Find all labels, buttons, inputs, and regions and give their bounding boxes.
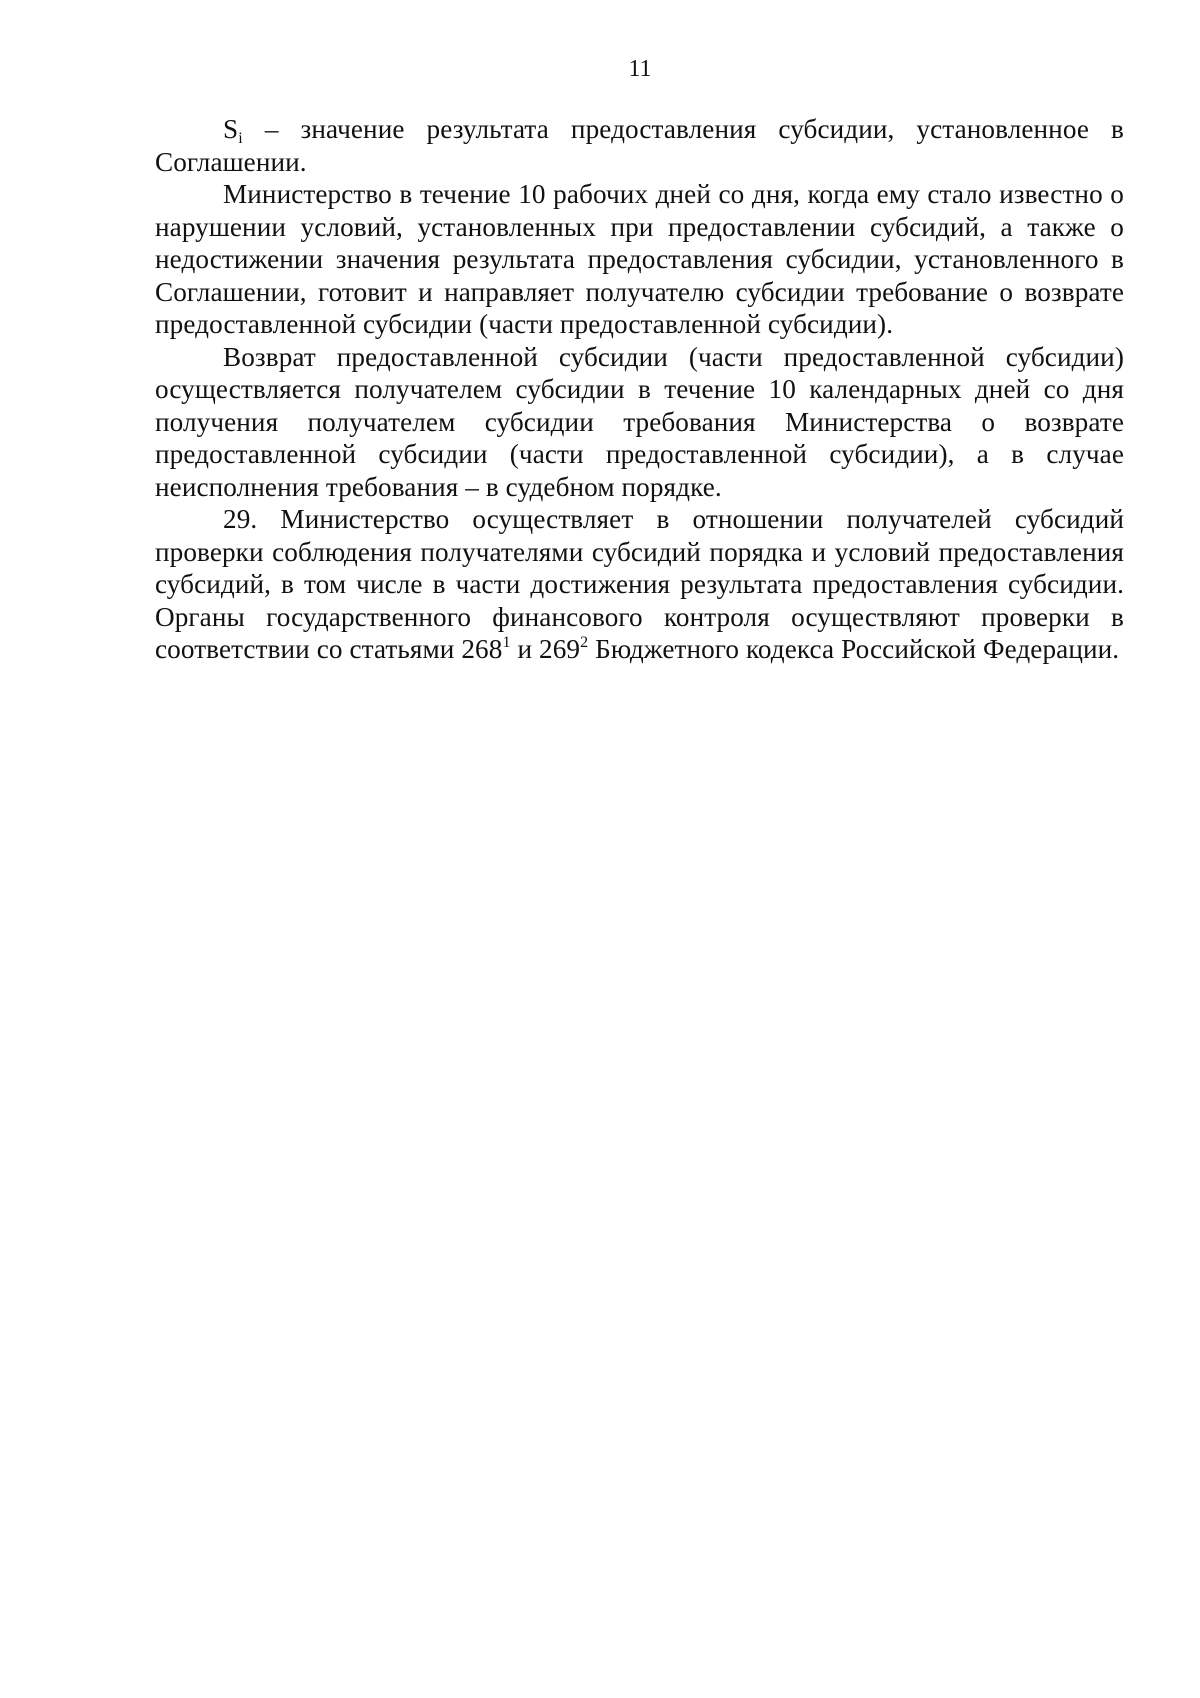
article-268-superscript: 1 <box>502 634 511 651</box>
article-269-superscript: 2 <box>580 634 589 651</box>
page-number: 11 <box>628 56 652 82</box>
article-269: 269 <box>539 634 581 664</box>
document-body <box>155 113 1124 666</box>
paragraph-ministry-requirement: Министерство в течение 10 рабочих дней со дня, когда ему стало известно о нарушении условий, установленных при предоставлении субсидий, а также о недостижении значения результата предоставления субсидии, установленного в Соглашении, готовит и направляет получателю субсидии требование о возврате предоставленной субсидии (части предоставленной субсидии). <box>155 179 1124 339</box>
symbol-subscript-i: i <box>238 130 243 147</box>
conjunction-and: и <box>510 634 540 664</box>
paragraph-subsidy-return: Возврат предоставленной субсидии (части предоставленной субсидии) осуществляется получателем субсидии в течение 10 календарных дней со дня получения получателем субсидии требования Министерства о возврате предоставленной субсидии (части предоставленной субсидии), а в случае неисполнения требования – в судебном порядке. <box>155 341 1124 502</box>
article-268: 268 <box>461 634 503 664</box>
symbol-s: S <box>223 114 239 144</box>
paragraph-si-definition <box>155 113 1124 178</box>
inspections-text-after: Бюджетного кодекса Российской Федерации. <box>588 634 1120 664</box>
si-definition-text: – значение результата предоставления субсидии, установленное в Соглашении. <box>155 114 1124 177</box>
inspections-text-before: 29. Министерство осуществляет в отношении получателей субсидий проверки соблюдения получателями субсидий порядка и условий предоставления субсидий, в том числе в части достижения результата предоставления субсидии. Органы государственного финансового контроля осуществляют проверки в соответствии со статьями <box>155 504 1124 664</box>
paragraph-29-inspections <box>155 503 1124 666</box>
